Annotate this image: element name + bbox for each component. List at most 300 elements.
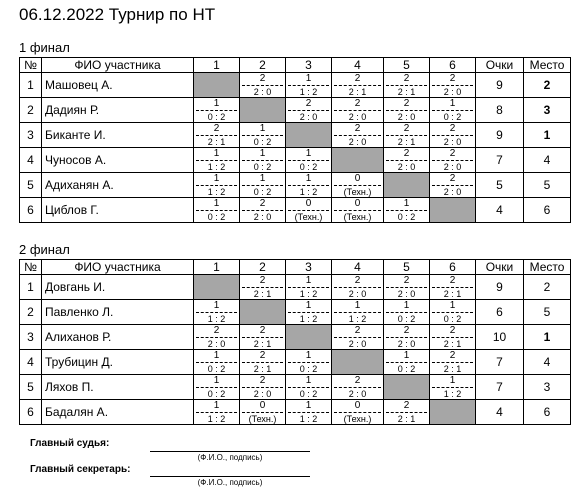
match-score: 1 : 2 (299, 86, 318, 97)
match-score: 0 : 2 (207, 388, 226, 399)
match-result (384, 350, 429, 374)
match-score: 2 : 0 (443, 161, 462, 172)
match-points: 0 (334, 199, 381, 211)
participant-name: Циблов Г. (42, 198, 194, 223)
match-score: 2 : 0 (348, 388, 367, 399)
match-points: 2 (386, 149, 427, 161)
match-score: 2 : 0 (397, 111, 416, 122)
match-result (286, 350, 331, 374)
match-result (194, 300, 239, 324)
header-place: Место (524, 260, 571, 275)
match-score: 0 : 2 (253, 136, 272, 147)
final-2-table (19, 259, 571, 425)
total-points: 10 (476, 325, 524, 350)
participant-name: Адиханян А. (42, 173, 194, 198)
participant-name: Чуносов А. (42, 148, 194, 173)
self-match-cell (286, 123, 332, 148)
match-result (430, 123, 475, 147)
table-row (20, 400, 571, 425)
match-score: 2 : 1 (207, 136, 226, 147)
match-result-cell (194, 400, 240, 425)
self-match-cell (332, 350, 384, 375)
match-score: 1 : 2 (443, 388, 462, 399)
match-result-cell (384, 400, 430, 425)
match-result-cell (240, 173, 286, 198)
match-result (194, 325, 239, 349)
total-points: 5 (476, 173, 524, 198)
total-points: 7 (476, 350, 524, 375)
match-result-cell (430, 173, 476, 198)
table-row (20, 375, 571, 400)
match-result (430, 98, 475, 122)
match-score: 2 : 0 (443, 186, 462, 197)
match-result-cell (194, 148, 240, 173)
match-points: 1 (288, 74, 329, 86)
match-points: 2 (432, 351, 473, 363)
match-result-cell (194, 350, 240, 375)
match-result-cell (430, 325, 476, 350)
total-points: 4 (476, 198, 524, 223)
match-result-cell (286, 173, 332, 198)
match-score: 2 : 0 (299, 111, 318, 122)
row-number: 1 (20, 275, 42, 300)
table-row (20, 275, 571, 300)
match-score: 2 : 1 (443, 288, 462, 299)
match-result-cell (332, 325, 384, 350)
header-points: Очки (476, 58, 524, 73)
match-result-cell (384, 300, 430, 325)
match-result-cell (384, 325, 430, 350)
match-result (240, 198, 285, 222)
match-score: (Техн.) (343, 413, 372, 424)
row-number: 3 (20, 325, 42, 350)
match-result (430, 300, 475, 324)
match-result-cell (240, 400, 286, 425)
table-row (20, 123, 571, 148)
match-result-cell (286, 375, 332, 400)
match-points: 2 (334, 99, 381, 111)
match-points: 1 (196, 401, 237, 413)
match-result-cell (332, 300, 384, 325)
match-result (240, 73, 285, 97)
match-points: 1 (288, 149, 329, 161)
total-points: 7 (476, 375, 524, 400)
match-result (430, 350, 475, 374)
participant-name: Алиханов Р. (42, 325, 194, 350)
match-result-cell (194, 173, 240, 198)
header-place: Место (524, 58, 571, 73)
match-points: 2 (432, 174, 473, 186)
final-place: 5 (524, 300, 571, 325)
final-place: 2 (524, 275, 571, 300)
match-result (194, 98, 239, 122)
match-result (194, 350, 239, 374)
match-result (332, 400, 383, 424)
match-score: 2 : 0 (443, 86, 462, 97)
match-score: 2 : 0 (397, 161, 416, 172)
table-row (20, 98, 571, 123)
match-score: 2 : 0 (443, 136, 462, 147)
match-points: 1 (196, 376, 237, 388)
final-place: 3 (524, 375, 571, 400)
match-score: 2 : 0 (348, 111, 367, 122)
match-result-cell (332, 198, 384, 223)
participant-name: Трубицин Д. (42, 350, 194, 375)
header-opponent-6: 6 (430, 58, 476, 73)
match-points: 1 (432, 301, 473, 313)
match-score: 2 : 0 (348, 288, 367, 299)
match-score: 0 : 2 (207, 211, 226, 222)
self-match-cell (194, 73, 240, 98)
match-result-cell (384, 148, 430, 173)
row-number: 2 (20, 98, 42, 123)
match-result-cell (332, 400, 384, 425)
match-result-cell (240, 73, 286, 98)
header-num: № (20, 58, 42, 73)
final-place: 6 (524, 198, 571, 223)
match-result (286, 148, 331, 172)
match-score: 2 : 0 (397, 338, 416, 349)
match-points: 0 (288, 199, 329, 211)
match-result (430, 173, 475, 197)
match-result (286, 400, 331, 424)
match-result-cell (194, 300, 240, 325)
match-result-cell (286, 98, 332, 123)
match-score: 1 : 2 (299, 413, 318, 424)
final-place: 2 (524, 73, 571, 98)
header-opponent-3: 3 (286, 260, 332, 275)
final-1-table (19, 57, 571, 223)
match-score: 2 : 1 (397, 86, 416, 97)
match-score: 0 : 2 (397, 211, 416, 222)
match-result-cell (286, 275, 332, 300)
match-result (332, 275, 383, 299)
header-opponent-1: 1 (194, 260, 240, 275)
match-result-cell (430, 98, 476, 123)
match-score: 0 : 2 (299, 363, 318, 374)
table-row (20, 198, 571, 223)
match-result (240, 325, 285, 349)
match-result (384, 325, 429, 349)
chief-secretary-label: Главный секретарь: (30, 464, 131, 475)
match-result (430, 375, 475, 399)
header-name: ФИО участника (42, 260, 194, 275)
row-number: 5 (20, 173, 42, 198)
match-result (286, 73, 331, 97)
match-result-cell (240, 350, 286, 375)
match-points: 2 (432, 74, 473, 86)
match-result (240, 375, 285, 399)
row-number: 4 (20, 148, 42, 173)
header-opponent-4: 4 (332, 58, 384, 73)
match-points: 1 (242, 124, 283, 136)
match-result (430, 325, 475, 349)
match-result-cell (286, 400, 332, 425)
match-result (194, 375, 239, 399)
chief-judge-hint: (Ф.И.О., подпись) (197, 453, 263, 462)
match-points: 2 (386, 74, 427, 86)
header-opponent-1: 1 (194, 58, 240, 73)
match-result-cell (430, 148, 476, 173)
total-points: 9 (476, 73, 524, 98)
match-result-cell (332, 275, 384, 300)
match-result (286, 275, 331, 299)
match-score: 2 : 0 (207, 338, 226, 349)
match-result (384, 275, 429, 299)
match-score: 2 : 1 (397, 136, 416, 147)
match-result (384, 123, 429, 147)
match-score: 2 : 0 (348, 136, 367, 147)
self-match-cell (286, 325, 332, 350)
match-result-cell (384, 73, 430, 98)
match-result-cell (240, 148, 286, 173)
table-row (20, 300, 571, 325)
match-score: 1 : 2 (207, 413, 226, 424)
match-points: 2 (386, 326, 427, 338)
final-place: 5 (524, 173, 571, 198)
match-result-cell (286, 148, 332, 173)
match-result (194, 173, 239, 197)
match-score: 2 : 1 (253, 338, 272, 349)
self-match-cell (240, 98, 286, 123)
match-result (194, 400, 239, 424)
match-result (240, 350, 285, 374)
match-result (384, 300, 429, 324)
match-result-cell (332, 73, 384, 98)
match-score: 2 : 0 (397, 288, 416, 299)
match-result (286, 173, 331, 197)
match-result-cell (194, 198, 240, 223)
match-result (332, 173, 383, 197)
match-result (194, 198, 239, 222)
row-number: 6 (20, 198, 42, 223)
match-result (286, 375, 331, 399)
match-result (286, 98, 331, 122)
final-place: 4 (524, 350, 571, 375)
participant-name: Биканте И. (42, 123, 194, 148)
page-title: 06.12.2022 Турнир по НТ (19, 5, 216, 24)
header-opponent-5: 5 (384, 260, 430, 275)
match-points: 1 (196, 174, 237, 186)
match-score: 1 : 2 (207, 313, 226, 324)
match-result (430, 73, 475, 97)
match-result-cell (194, 98, 240, 123)
match-score: 1 : 2 (207, 161, 226, 172)
match-result (332, 123, 383, 147)
match-score: 0 : 2 (253, 161, 272, 172)
match-result-cell (430, 73, 476, 98)
participant-name: Дадиян Р. (42, 98, 194, 123)
match-result (240, 400, 285, 424)
match-points: 1 (386, 199, 427, 211)
match-points: 0 (242, 401, 283, 413)
match-result (240, 173, 285, 197)
match-result-cell (384, 275, 430, 300)
self-match-cell (240, 300, 286, 325)
final-place: 1 (524, 123, 571, 148)
match-points: 2 (196, 326, 237, 338)
match-points: 1 (196, 199, 237, 211)
match-result (240, 148, 285, 172)
match-score: 2 : 1 (348, 86, 367, 97)
match-points: 2 (334, 74, 381, 86)
match-points: 1 (288, 276, 329, 288)
match-score: 2 : 0 (253, 388, 272, 399)
match-score: 0 : 2 (299, 388, 318, 399)
match-result-cell (240, 375, 286, 400)
total-points: 4 (476, 400, 524, 425)
total-points: 9 (476, 275, 524, 300)
match-result (332, 375, 383, 399)
match-result-cell (194, 375, 240, 400)
match-result (332, 98, 383, 122)
match-score: (Техн.) (343, 186, 372, 197)
self-match-cell (332, 148, 384, 173)
table-row (20, 148, 571, 173)
match-points: 0 (334, 174, 381, 186)
match-points: 2 (432, 326, 473, 338)
match-points: 2 (386, 99, 427, 111)
match-result-cell (286, 198, 332, 223)
final-1-label: 1 финал (19, 40, 70, 55)
match-points: 1 (196, 301, 237, 313)
match-points: 1 (386, 301, 427, 313)
match-result (384, 400, 429, 424)
match-points: 2 (242, 351, 283, 363)
match-points: 1 (432, 376, 473, 388)
match-result (286, 198, 331, 222)
final-place: 1 (524, 325, 571, 350)
final-place: 6 (524, 400, 571, 425)
match-points: 1 (432, 99, 473, 111)
match-result-cell (430, 375, 476, 400)
match-score: 0 : 2 (207, 111, 226, 122)
match-points: 2 (196, 124, 237, 136)
match-result-cell (240, 198, 286, 223)
header-opponent-2: 2 (240, 260, 286, 275)
match-result-cell (332, 375, 384, 400)
match-score: (Техн.) (294, 211, 323, 222)
match-result (384, 98, 429, 122)
match-score: 0 : 2 (299, 161, 318, 172)
chief-secretary-signature-line (150, 476, 310, 477)
self-match-cell (194, 275, 240, 300)
match-result (384, 148, 429, 172)
match-result-cell (332, 98, 384, 123)
header-opponent-6: 6 (430, 260, 476, 275)
participant-name: Ляхов П. (42, 375, 194, 400)
final-place: 3 (524, 98, 571, 123)
match-result-cell (240, 325, 286, 350)
match-score: (Техн.) (248, 413, 277, 424)
match-points: 2 (432, 276, 473, 288)
match-score: 0 : 2 (397, 313, 416, 324)
match-result (240, 275, 285, 299)
participant-name: Бадалян А. (42, 400, 194, 425)
match-score: 2 : 1 (443, 363, 462, 374)
match-score: 1 : 2 (299, 186, 318, 197)
match-points: 2 (288, 99, 329, 111)
match-score: 0 : 2 (207, 363, 226, 374)
match-points: 1 (196, 149, 237, 161)
match-score: 2 : 0 (253, 86, 272, 97)
match-result-cell (240, 275, 286, 300)
match-points: 2 (386, 401, 427, 413)
participant-name: Павленко Л. (42, 300, 194, 325)
match-score: 0 : 2 (397, 363, 416, 374)
match-points: 2 (242, 376, 283, 388)
header-opponent-2: 2 (240, 58, 286, 73)
self-match-cell (430, 198, 476, 223)
header-num: № (20, 260, 42, 275)
table-row (20, 73, 571, 98)
row-number: 2 (20, 300, 42, 325)
match-result (430, 148, 475, 172)
row-number: 3 (20, 123, 42, 148)
header-opponent-3: 3 (286, 58, 332, 73)
match-result (240, 123, 285, 147)
match-result-cell (286, 350, 332, 375)
match-result (332, 198, 383, 222)
chief-judge-signature-line (150, 451, 310, 452)
match-result-cell (430, 300, 476, 325)
match-score: (Техн.) (343, 211, 372, 222)
match-result-cell (384, 350, 430, 375)
match-result-cell (430, 275, 476, 300)
chief-secretary-hint: (Ф.И.О., подпись) (197, 478, 263, 487)
total-points: 6 (476, 300, 524, 325)
header-opponent-5: 5 (384, 58, 430, 73)
match-points: 1 (288, 401, 329, 413)
match-points: 2 (386, 124, 427, 136)
match-points: 2 (242, 276, 283, 288)
final-place: 4 (524, 148, 571, 173)
match-points: 1 (288, 351, 329, 363)
row-number: 1 (20, 73, 42, 98)
match-result-cell (332, 123, 384, 148)
match-result (384, 73, 429, 97)
match-score: 2 : 1 (253, 288, 272, 299)
match-result (194, 148, 239, 172)
match-points: 1 (288, 301, 329, 313)
match-points: 2 (386, 276, 427, 288)
match-result-cell (384, 98, 430, 123)
total-points: 9 (476, 123, 524, 148)
match-result-cell (194, 123, 240, 148)
match-points: 1 (334, 301, 381, 313)
match-result-cell (430, 123, 476, 148)
match-result-cell (286, 300, 332, 325)
match-result-cell (332, 173, 384, 198)
self-match-cell (384, 173, 430, 198)
header-name: ФИО участника (42, 58, 194, 73)
match-result-cell (240, 123, 286, 148)
self-match-cell (384, 375, 430, 400)
header-opponent-4: 4 (332, 260, 384, 275)
match-points: 2 (432, 124, 473, 136)
table-row (20, 350, 571, 375)
final-2-label: 2 финал (19, 242, 70, 257)
match-points: 1 (242, 149, 283, 161)
total-points: 8 (476, 98, 524, 123)
match-score: 0 : 2 (253, 186, 272, 197)
match-score: 1 : 2 (299, 288, 318, 299)
match-score: 2 : 0 (253, 211, 272, 222)
participant-name: Машовец А. (42, 73, 194, 98)
table-row (20, 173, 571, 198)
match-points: 0 (334, 401, 381, 413)
match-points: 1 (196, 99, 237, 111)
